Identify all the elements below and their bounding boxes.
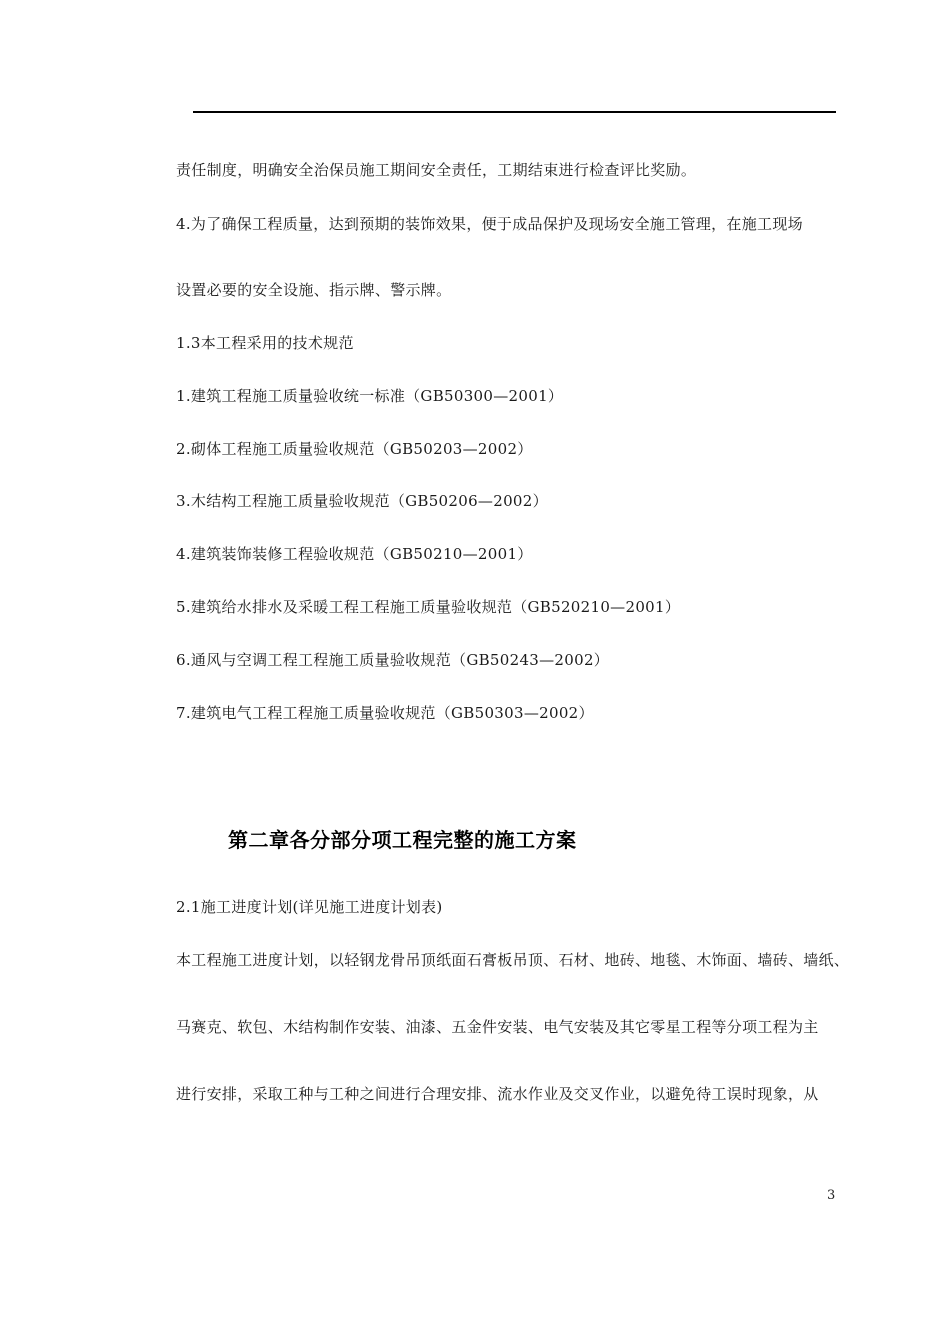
paragraph-item-4-continued: 设置必要的安全设施、指示牌、警示牌。 [176,281,452,299]
body-line-1: 本工程施工进度计划，以轻钢龙骨吊顶纸面石膏板吊顶、石材、地砖、地毯、木饰面、墙砖、墙纸、 [176,951,850,969]
spec-item-6: 6.通风与空调工程工程施工质量验收规范（GB50243—2002） [176,651,610,669]
section-1-3-title: 1.3本工程采用的技术规范 [176,334,354,352]
spec-item-5: 5.建筑给水排水及采暖工程工程施工质量验收规范（GB520210—2001） [176,598,681,616]
paragraph-responsibility: 责任制度，明确安全治保员施工期间安全责任，工期结束进行检查评比奖励。 [176,161,697,179]
paragraph-item-4: 4.为了确保工程质量，达到预期的装饰效果，便于成品保护及现场安全施工管理，在施工现场 [176,215,803,233]
spec-item-1: 1.建筑工程施工质量验收统一标准（GB50300—2001） [176,387,564,405]
body-line-2: 马赛克、软包、木结构制作安装、油漆、五金件安装、电气安装及其它零星工程等分项工程为主 [176,1018,819,1036]
spec-item-3: 3.木结构工程施工质量验收规范（GB50206—2002） [176,492,548,510]
section-2-1-title: 2.1施工进度计划(详见施工进度计划表) [176,898,443,916]
spec-item-2: 2.砌体工程施工质量验收规范（GB50203—2002） [176,440,533,458]
chapter-2-heading: 第二章各分部分项工程完整的施工方案 [228,828,577,852]
page-number: 3 [827,1188,836,1203]
header-rule [193,111,836,113]
spec-item-4: 4.建筑装饰装修工程验收规范（GB50210—2001） [176,545,533,563]
spec-item-7: 7.建筑电气工程工程施工质量验收规范（GB50303—2002） [176,704,594,722]
body-line-3: 进行安排，采取工种与工种之间进行合理安排、流水作业及交叉作业，以避免待工误时现象，从 [176,1085,819,1103]
